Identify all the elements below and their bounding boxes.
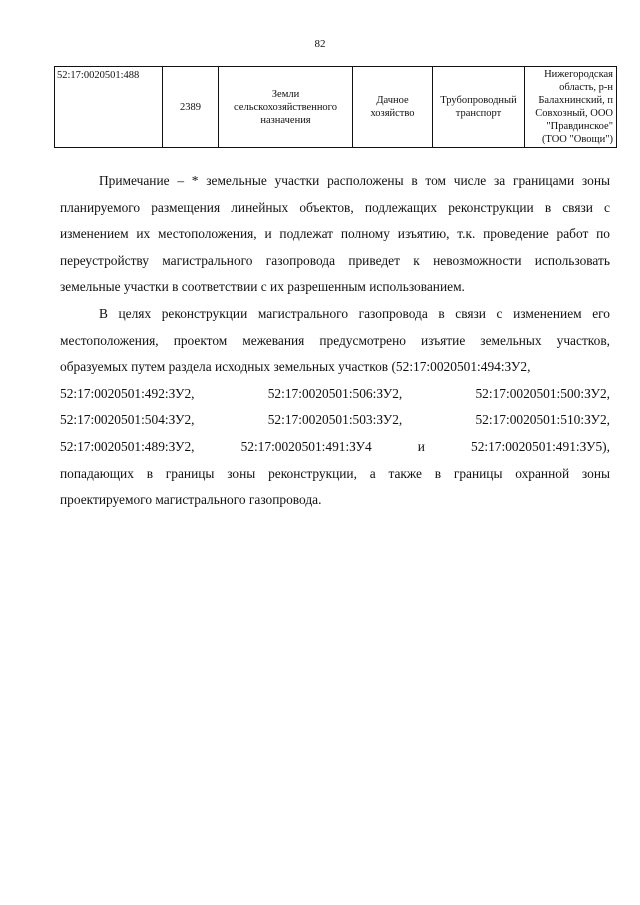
note-paragraph: Примечание – * земельные участки расположены в том числе за границами зоны планируемого размещения линейных объектов, подлежащих реконструкции в связи с изменением их местоположения, и подлежат полному изъятию, т.к. проведение работ по переустройству магистрального газопровода приведет к невозможности использовать земельные участки в соответствии с их разрешенным использованием. — [60, 173, 610, 295]
parcel-id: 52:17:0020501:492:ЗУ2, — [60, 385, 195, 401]
main-paragraph — [60, 301, 610, 381]
conjunction: и — [417, 438, 425, 454]
parcel-id: 52:17:0020501:503:ЗУ2, — [267, 412, 403, 428]
location-owner-cell: Нижегородская область, р-н Балахнинский, п Совхозный, ООО "Правдинское" (ТОО "Овощи") — [525, 67, 617, 148]
permitted-use-cell: Дачное хозяйство — [353, 67, 433, 148]
land-category-cell: Земли сельскохозяйственного назначения — [219, 67, 353, 148]
table-row — [55, 67, 617, 148]
cadastral-number-cell: 52:17:0020501:488 — [55, 67, 163, 148]
parcel-id: 52:17:0020501:506:ЗУ2, — [267, 385, 403, 401]
parcel-list-row-3 — [60, 434, 610, 461]
land-parcel-table — [54, 66, 617, 148]
area-cell: 2389 — [163, 67, 219, 148]
parcel-id: 52:17:0020501:500:ЗУ2, — [475, 385, 610, 401]
page-number: 82 — [314, 38, 326, 50]
parcel-id: 52:17:0020501:504:ЗУ2, — [60, 412, 195, 428]
parcel-id: 52:17:0020501:491:ЗУ5), — [471, 438, 610, 454]
parcel-list-row-2 — [60, 407, 610, 434]
parcel-list-row-1 — [60, 381, 610, 408]
main-paragraph-outro: попадающих в границы зоны реконструкции, а также в границы охранной зоны проектируемого магистрального газопровода. — [60, 465, 610, 508]
document-body — [60, 168, 610, 514]
parcel-id: 52:17:0020501:510:ЗУ2, — [475, 412, 610, 428]
main-paragraph-intro: В целях реконструкции магистрального газопровода в связи с изменением его местоположения, проектом межевания предусмотрено изъятие земельных участков, образуемых путем раздела исходных земельных участков (52:17:0020501:494:ЗУ2, — [60, 305, 610, 375]
parcel-id: 52:17:0020501:491:ЗУ4 — [240, 438, 372, 454]
parcel-id: 52:17:0020501:489:ЗУ2, — [60, 438, 195, 454]
object-type-cell: Трубопроводный транспорт — [433, 67, 525, 148]
